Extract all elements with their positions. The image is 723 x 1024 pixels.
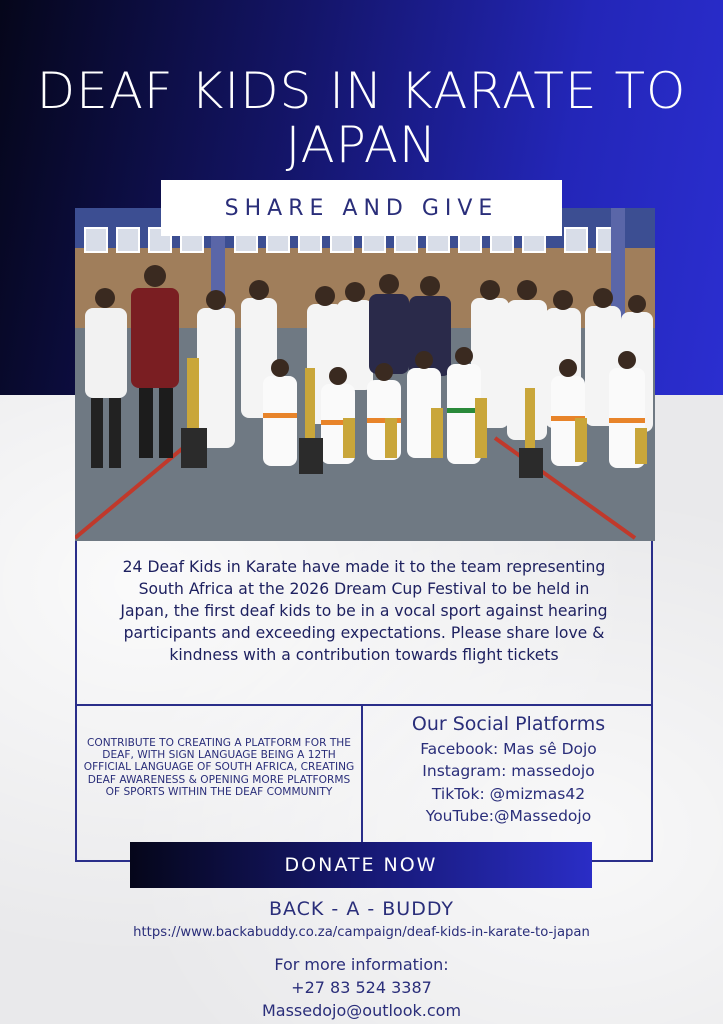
team-photo-illustration — [75, 208, 655, 541]
share-and-give-banner: SHARE AND GIVE — [161, 180, 562, 236]
contact-phone[interactable]: +27 83 524 3387 — [291, 978, 432, 997]
social-platforms-list — [364, 738, 653, 827]
frame-divider-horizontal — [75, 704, 653, 706]
campaign-url-link[interactable]: https://www.backabuddy.co.za/campaign/deaf-kids-in-karate-to-japan — [133, 925, 590, 940]
donate-now-button[interactable]: DONATE NOW — [130, 842, 592, 888]
social-platforms-heading: Our Social Platforms — [411, 713, 606, 735]
team-photo — [75, 208, 655, 541]
social-facebook[interactable]: Facebook: Mas sê Dojo — [420, 740, 597, 758]
campaign-description: 24 Deaf Kids in Karate have made it to the team representing South Africa at the 2026 Dream Cup Festival to be held in Japan, the first deaf kids to be in a vocal sport against hearing participants and exceeding expectations. Please share love & kindness with a contribution towards flight tickets — [120, 558, 608, 664]
contribute-statement: CONTRIBUTE TO CREATING A PLATFORM FOR THE DEAF, WITH SIGN LANGUAGE BEING A 12TH OFFICIAL LANGUAGE OF SOUTH AFRICA, CREATING DEAF AWARENESS & OPENING MORE PLATFORMS OF SPORTS WITHIN THE DEAF COMMUNITY — [83, 737, 355, 798]
platform-name: BACK - A - BUDDY — [268, 898, 455, 920]
social-tiktok[interactable]: TikTok: @mizmas42 — [431, 784, 586, 803]
contact-info — [0, 953, 723, 1022]
contact-email[interactable]: Massedojo@outlook.com — [261, 1001, 462, 1020]
poster-title: DEAF KIDS IN KARATE TO JAPAN — [36, 62, 687, 174]
social-youtube[interactable]: YouTube:@Massedojo — [425, 806, 592, 825]
contact-heading: For more information: — [274, 955, 449, 974]
frame-divider-vertical — [361, 704, 363, 842]
social-instagram[interactable]: Instagram: massedojo — [422, 762, 595, 781]
